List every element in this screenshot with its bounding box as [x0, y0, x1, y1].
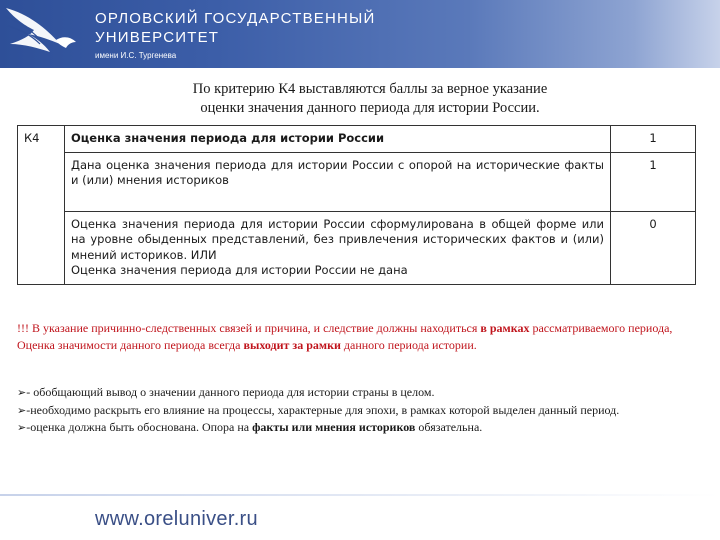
list-item-text: -необходимо раскрыть его влияние на процессы, характерные для эпохи, в рамках которой выделен данный период. [26, 402, 620, 417]
header-banner [0, 0, 720, 68]
criterion-text: Дана оценка значения периода для истории России с опорой на исторические факты и (или) мнения историков [65, 152, 611, 211]
university-name-line1: ОРЛОВСКИЙ ГОСУДАРСТВЕННЫЙ [95, 10, 376, 27]
criterion-code: К4 [18, 126, 65, 285]
note-block [17, 320, 693, 353]
bullet-list [17, 384, 697, 437]
note-text: Оценка значимости данного периода всегда [17, 337, 244, 352]
slide-title [100, 80, 640, 118]
list-item [17, 384, 697, 402]
list-item-text: - обобщающий вывод о значении данного периода для истории страны в целом. [26, 385, 435, 399]
note-paragraph-1 [17, 320, 693, 337]
criterion-score: 0 [611, 211, 696, 284]
table-row [18, 211, 696, 284]
criterion-heading: Оценка значения периода для истории России [65, 126, 611, 153]
university-name-line2: УНИВЕРСИТЕТ [95, 29, 220, 46]
arrow-bullet-icon: ➢ [17, 386, 27, 399]
arrow-bullet-icon: ➢ [17, 403, 27, 417]
criterion-score: 1 [611, 152, 696, 211]
footer-url: www.oreluniver.ru [95, 508, 258, 530]
note-paragraph-2 [17, 337, 693, 354]
title-line2: оценки значения данного периода для истории России. [200, 100, 540, 116]
title-line1: По критерию К4 выставляются баллы за верное указание [192, 81, 548, 97]
table-row [18, 126, 696, 153]
note-text: рассматриваемого периода, [529, 321, 673, 335]
table-row [18, 152, 696, 211]
note-emphasis: в рамках [480, 321, 530, 335]
criterion-text: Оценка значения периода для истории России сформулирована в общей форме или на уровне обыденных представлений, без привлечения исторических фактов и (или) мнений историков. ИЛИ Оценка значения периода для истории России не дана [65, 211, 611, 284]
list-item-text: -оценка должна быть обоснована. Опора на [26, 420, 253, 434]
note-text: !!! В указание причинно-следственных связей и причина, и следствие должны находиться [17, 321, 481, 335]
university-name-line3: имени И.С. Тургенева [95, 51, 177, 60]
arrow-bullet-icon: ➢ [17, 421, 27, 434]
note-text: данного периода истории. [340, 337, 477, 352]
criterion-score: 1 [611, 126, 696, 153]
list-item-emphasis: факты или мнения историков [252, 420, 416, 434]
footer-divider [0, 494, 720, 496]
list-item [17, 419, 697, 437]
list-item [17, 402, 697, 420]
eagle-wing-logo-icon [0, 0, 90, 68]
criteria-table [17, 125, 696, 285]
note-emphasis: выходит за рамки [243, 337, 341, 352]
list-item-text: обязательна. [415, 420, 483, 434]
